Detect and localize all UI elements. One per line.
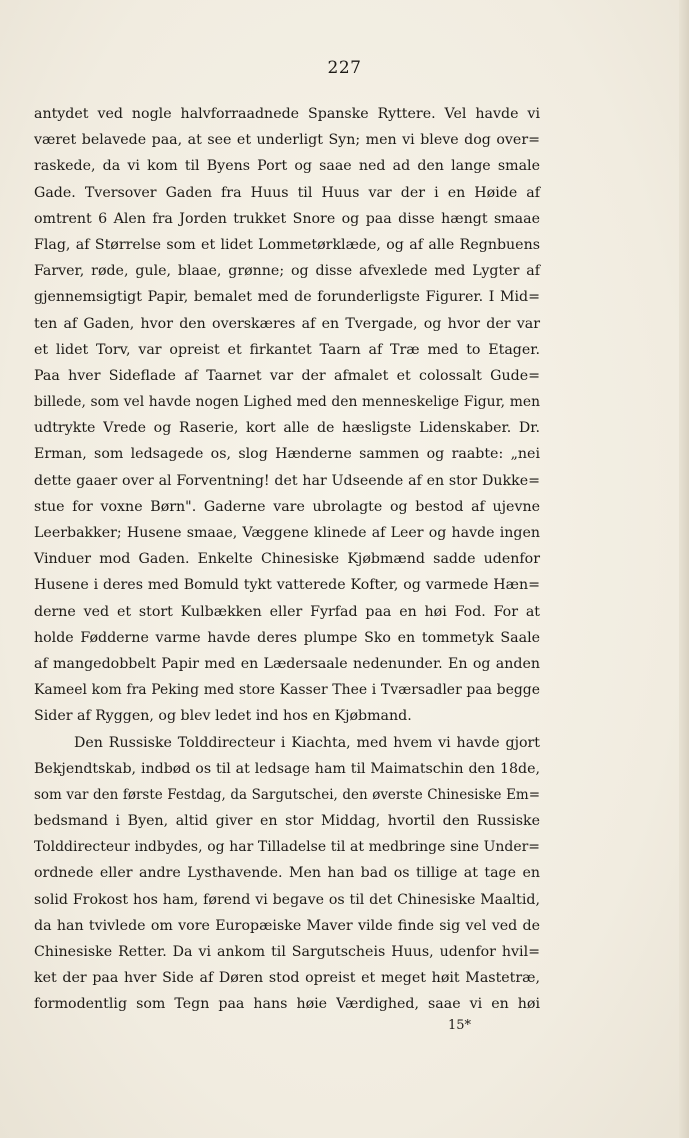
text-line: Tolddirecteur indbydes, og har Tilladelse til at medbringe sine Under= (34, 839, 540, 856)
page-number: 227 (327, 58, 362, 78)
text-line: dette gaaer over al Forventning! det har Udseende af en stor Dukke= (34, 472, 540, 489)
text-line: Kameel kom fra Peking med store Kasser Thee i Tværsadler paa begge (34, 682, 540, 699)
text-line: af mangedobbelt Papir med en Lædersaale nedenunder. En og anden (34, 655, 540, 672)
text-line: som var den første Festdag, da Sargutschei, den øverste Chinesiske Em= (34, 786, 540, 803)
text-line: Flag, af Størrelse som et lidet Lommetørklæde, og af alle Regnbuens (34, 236, 540, 253)
signature-mark: 15* (448, 1018, 472, 1033)
text-line: ordnede eller andre Lysthavende. Men han bad os tillige at tage en (34, 865, 540, 882)
text-line: formodentlig som Tegn paa hans høie Værdighed, saae vi en høi (34, 996, 540, 1013)
text-line: da han tvivlede om vore Europæiske Maver vilde finde sig vel ved de (34, 917, 540, 934)
text-line: derne ved et stort Kulbækken eller Fyrfad paa en høi Fod. For at (34, 603, 540, 620)
text-line: udtrykte Vrede og Raserie, kort alle de hæsligste Lidenskaber. Dr. (34, 420, 540, 437)
text-line: bedsmand i Byen, altid giver en stor Middag, hvortil den Russiske (34, 813, 540, 830)
body-text (34, 101, 540, 1018)
text-line: billede, som vel havde nogen Lighed med den menneskelige Figur, men (34, 394, 540, 411)
text-line: været belavede paa, at see et underligt Syn; men vi bleve dog over= (34, 132, 540, 149)
page-edge (679, 0, 689, 1138)
text-line: Bekjendtskab, indbød os til at ledsage ham til Maimatschin den 18de, (34, 760, 540, 777)
text-line: Husene i deres med Bomuld tykt vatterede Kofter, og varmede Hæn= (34, 577, 540, 594)
text-line: solid Frokost hos ham, førend vi begave os til det Chinesiske Maaltid, (34, 891, 540, 908)
text-line: holde Fødderne varme havde deres plumpe Sko en tommetyk Saale (34, 629, 540, 646)
text-line: Paa hver Sideflade af Taarnet var der afmalet et colossalt Gude= (34, 367, 540, 384)
text-line: Vinduer mod Gaden. Enkelte Chinesiske Kjøbmænd sadde udenfor (34, 551, 540, 568)
text-line: Erman, som ledsagede os, slog Hænderne sammen og raabte: „nei (34, 446, 540, 463)
text-line: antydet ved nogle halvforraadnede Spanske Ryttere. Vel havde vi (34, 106, 540, 122)
text-line: raskede, da vi kom til Byens Port og saae ned ad den lange smale (34, 158, 540, 175)
text-line: omtrent 6 Alen fra Jorden trukket Snore og paa disse hængt smaae (34, 210, 540, 227)
text-line: Chinesiske Retter. Da vi ankom til Sargutscheis Huus, udenfor hvil= (34, 944, 540, 960)
text-line: Leerbakker; Husene smaae, Væggene klinede af Leer og havde ingen (34, 525, 540, 541)
paragraph (34, 101, 540, 730)
text-line: stue for voxne Børn". Gaderne vare ubrolagte og bestod af ujevne (34, 498, 540, 515)
text-line: ten af Gaden, hvor den overskæres af en Tvergade, og hvor der var (34, 315, 540, 332)
text-line: Den Russiske Tolddirecteur i Kiachta, med hvem vi havde gjort (74, 734, 540, 751)
text-line: Sider af Ryggen, og blev ledet ind hos en Kjøbmand. (34, 708, 412, 725)
text-line: Farver, røde, gule, blaae, grønne; og disse afvexlede med Lygter af (34, 263, 540, 280)
text-line: ket der paa hver Side af Døren stod opreist et meget høit Mastetræ, (34, 970, 540, 987)
text-line: gjennemsigtigt Papir, bemalet med de forunderligste Figurer. I Mid= (34, 289, 540, 306)
text-line: et lidet Torv, var opreist et firkantet Taarn af Træ med to Etager. (34, 341, 540, 358)
text-line: Gade. Tversover Gaden fra Huus til Huus var der i en Høide af (34, 184, 540, 201)
paragraph (34, 730, 540, 1018)
